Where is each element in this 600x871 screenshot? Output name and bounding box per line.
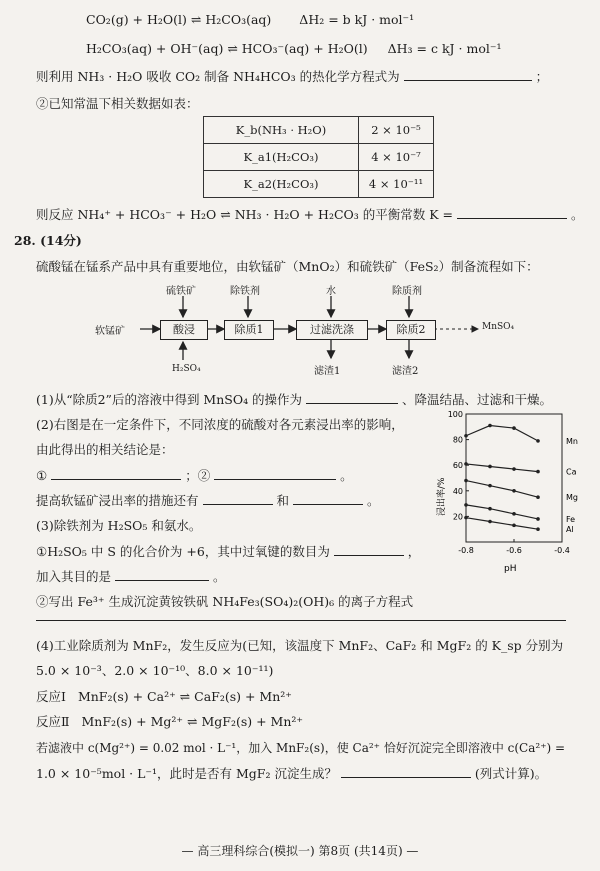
data-point-mg	[536, 495, 540, 499]
series-label-ca: Ca	[566, 467, 577, 477]
punct: ；	[535, 69, 549, 84]
k-question-right: NH₃ · H₂O + H₂CO₃ 的平衡常数 K =	[234, 207, 454, 222]
data-point-mg	[488, 484, 492, 488]
data-point-mn	[512, 426, 516, 430]
data-point-fe	[536, 517, 540, 521]
flow-input-water: 水	[326, 286, 336, 297]
page-footer: — 高三理科综合(模拟一) 第8页 (共14页) —	[181, 844, 419, 858]
part-3-q2: ②写出 Fe³⁺ 生成沉淀黄铵铁矾 NH₄Fe₃(SO₄)₂(OH)₆ 的离子方程式	[36, 594, 414, 609]
y-tick-label: 100	[447, 410, 463, 419]
series-line-al	[466, 518, 538, 530]
conclusion-2-label: ；②	[185, 468, 211, 483]
series-label-mn: Mn	[566, 436, 578, 446]
equilibrium-arrow: ⇌	[179, 689, 195, 704]
answer-blank[interactable]	[115, 568, 209, 581]
part-4-question-b	[36, 765, 547, 783]
punct: 。	[366, 493, 380, 508]
flow-input-iron-remover: 除铁剂	[230, 286, 260, 297]
table-cell: K_a1(H₂CO₃)	[204, 144, 359, 171]
flow-arrows	[0, 0, 600, 400]
series-label-fe: Fe	[566, 514, 576, 524]
flow-step-acid-leach: 酸浸	[160, 320, 208, 340]
table-cell: K_a2(H₂CO₃)	[204, 171, 359, 198]
series-line-mg	[466, 481, 538, 498]
part-4-question-a: 若滤液中 c(Mg²⁺) = 0.02 mol · L⁻¹，加入 MnF₂(s)，使 Ca²⁺ 恰好沉淀完全即溶液中 c(Ca²⁺) =	[36, 741, 566, 755]
punct: 。	[570, 207, 584, 222]
reaction-2-left: MnF₂(s) + Mg²⁺	[81, 714, 184, 729]
data-point-fe	[488, 507, 492, 511]
part-4-line2: 5.0 × 10⁻³、2.0 × 10⁻¹⁰、8.0 × 10⁻¹¹)	[36, 663, 274, 678]
series-label-mg: Mg	[566, 493, 578, 503]
x-tick-label: -0.6	[506, 546, 522, 555]
equilibrium-arrow: ⇌	[220, 207, 235, 222]
series-label-al: Al	[566, 525, 574, 535]
y-tick-label: 60	[452, 461, 463, 471]
part-2-measures	[36, 492, 379, 510]
y-axis-label: 浸出率/%	[437, 477, 447, 516]
data-point-al	[464, 516, 468, 520]
answer-blank[interactable]	[293, 492, 363, 505]
part-3-title: (3)除铁剂为 H₂SO₅ 和氨水。	[36, 518, 202, 533]
part-3-q1-text: ①H₂SO₅ 中 S 的化合价为 +6，其中过氧键的数目为	[36, 544, 330, 559]
flow-step-filter-wash: 过滤洗涤	[296, 320, 368, 340]
part-2-line2: 由此得出的相关结论是：	[36, 442, 174, 457]
flow-step-remove-2: 除质2	[386, 320, 436, 340]
reaction-2-right: MgF₂(s) + Mn²⁺	[201, 714, 304, 729]
data-point-mn	[464, 434, 468, 438]
data-point-al	[512, 524, 516, 528]
flow-input-h2so4: H₂SO₄	[172, 364, 201, 374]
data-point-ca	[488, 465, 492, 469]
answer-blank[interactable]	[306, 391, 398, 404]
flow-input-pyrite: 硫铁矿	[166, 286, 196, 297]
eq1-dh: ΔH₂ = b kJ · mol⁻¹	[299, 12, 415, 27]
series-line-ca	[466, 464, 538, 472]
eq2-dh: ΔH₃ = c kJ · mol⁻¹	[387, 41, 502, 56]
conclusion-1-label: ①	[36, 468, 48, 483]
part-4-question-c: (列式计算)。	[474, 766, 548, 781]
leaching-rate-chart	[436, 408, 592, 576]
question-number: 28.	[14, 233, 36, 248]
q28-intro: 硫酸锰在锰系产品中具有重要地位，由软锰矿（MnO₂）和硫铁矿（FeS₂）制备流程如下：	[36, 259, 539, 274]
answer-blank[interactable]	[214, 467, 336, 480]
data-point-ca	[536, 470, 540, 474]
x-tick-label: -0.8	[458, 546, 474, 555]
data-point-mg	[512, 489, 516, 493]
measures-text: 提高软锰矿浸出率的措施还有	[36, 493, 199, 508]
x-axis-label: pH	[504, 564, 517, 574]
flow-input-pyrolusite: 软锰矿	[95, 326, 125, 337]
series-line-mn	[466, 426, 538, 441]
part-1-text: (1)从“除质2”后的溶液中得到 MnSO₄ 的操作为	[36, 392, 303, 407]
part-2-conclusions	[36, 467, 353, 485]
flow-residue-2: 滤渣2	[392, 366, 419, 377]
reaction-1-label: 反应Ⅰ	[36, 689, 66, 704]
plot-frame	[466, 414, 562, 542]
data-point-fe	[512, 512, 516, 516]
punct: 。	[212, 569, 226, 584]
part-2-line1: (2)右图是在一定条件下，不同浓度的硫酸对各元素浸出率的影响，	[36, 417, 404, 432]
reaction-1-right: CaF₂(s) + Mn²⁺	[194, 689, 292, 704]
question-points: (14分)	[40, 233, 82, 248]
part-1	[36, 391, 552, 409]
reaction-1	[36, 688, 292, 706]
k-question-left: 则反应 NH₄⁺ + HCO₃⁻ + H₂O	[36, 207, 217, 222]
equilibrium-arrow: ⇌	[190, 12, 206, 27]
data-point-al	[488, 520, 492, 524]
equilibrium-arrow: ⇌	[187, 714, 202, 729]
measures-and: 和	[276, 493, 289, 508]
series-line-fe	[466, 505, 538, 519]
part-4-line1: (4)工业除质剂为 MnF₂，发生反应为(已知，该温度下 MnF₂、CaF₂ 和 MgF₂ 的 K_sp 分别为	[36, 638, 564, 653]
table-cell: 4 × 10⁻¹¹	[359, 171, 434, 198]
answer-blank[interactable]	[334, 543, 404, 556]
table-cell: 2 × 10⁻⁵	[359, 117, 434, 144]
part-3-q1	[36, 543, 420, 561]
part-4-question-b-text: 1.0 × 10⁻⁵mol · L⁻¹，此时是否有 MgF₂ 沉淀生成？	[36, 766, 337, 781]
answer-blank[interactable]	[203, 492, 273, 505]
flow-residue-1: 滤渣1	[314, 366, 341, 377]
eq2-right: HCO₃⁻(aq) + H₂O(l)	[241, 41, 368, 56]
y-tick-label: 20	[452, 512, 463, 522]
table-cell: K_b(NH₃ · H₂O)	[204, 117, 359, 144]
thermo-question-text: 则利用 NH₃ · H₂O 吸收 CO₂ 制备 NH₄HCO₃ 的热化学方程式为	[36, 69, 400, 84]
reaction-1-left: MnF₂(s) + Ca²⁺	[77, 689, 176, 704]
data-point-ca	[464, 462, 468, 466]
reaction-2	[36, 713, 303, 731]
answer-blank-long[interactable]	[36, 608, 566, 621]
eq1-left: CO₂(g) + H₂O(l)	[86, 12, 187, 27]
part-3-purpose-text: 加入其目的是	[36, 569, 112, 584]
reaction-2-label: 反应Ⅱ	[36, 714, 70, 729]
part-1-text-end: 、降温结晶、过滤和干燥。	[402, 392, 553, 407]
data-point-mg	[464, 479, 468, 483]
eq2-left: H₂CO₃(aq) + OH⁻(aq)	[86, 41, 224, 56]
part-3-purpose	[36, 568, 226, 586]
data-point-ca	[512, 467, 516, 471]
answer-blank[interactable]	[341, 765, 471, 778]
table-cell: 4 × 10⁻⁷	[359, 144, 434, 171]
flow-output-mnso4: MnSO₄	[482, 322, 515, 332]
q2-intro: ②已知常温下相关数据如表：	[36, 96, 199, 111]
eq1-right: H₂CO₃(aq)	[205, 12, 272, 27]
data-point-fe	[464, 503, 468, 507]
y-tick-label: 80	[452, 435, 463, 445]
flow-input-impurity-remover: 除质剂	[392, 286, 422, 297]
data-point-al	[536, 527, 540, 531]
data-point-mn	[488, 424, 492, 428]
punct: 。	[340, 468, 353, 483]
punct: ，	[407, 544, 421, 559]
equilibrium-arrow: ⇌	[227, 41, 242, 56]
answer-blank[interactable]	[51, 467, 181, 480]
data-point-mn	[536, 439, 540, 443]
y-tick-label: 40	[452, 486, 463, 496]
flow-step-remove-1: 除质1	[224, 320, 274, 340]
x-tick-label: -0.4	[554, 546, 570, 555]
